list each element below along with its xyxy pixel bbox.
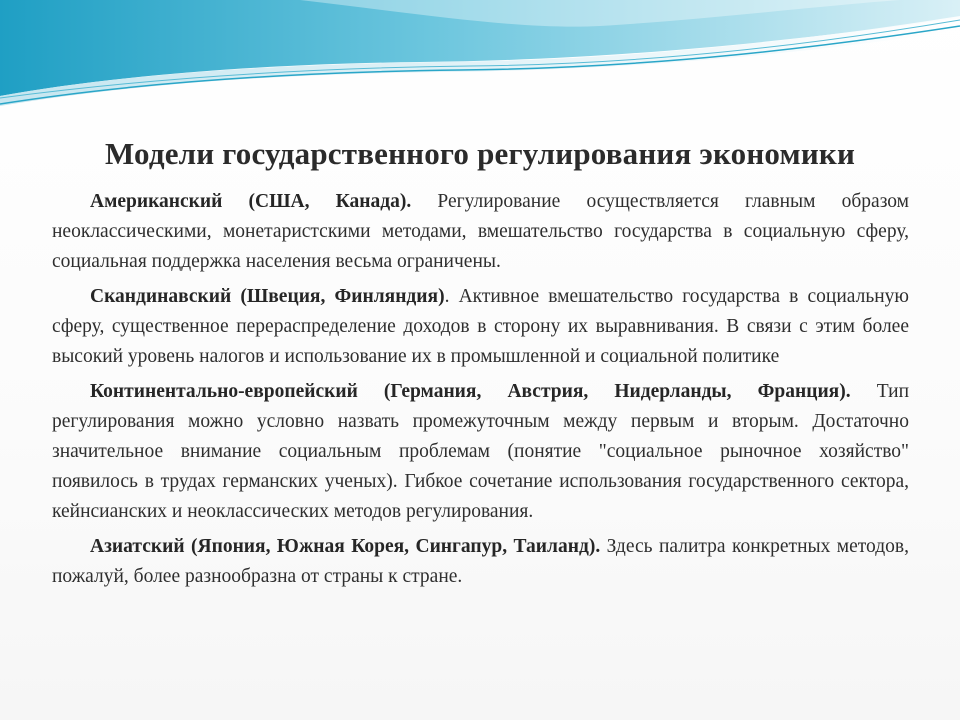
- paragraph-heading: Азиатский (Япония, Южная Корея, Сингапур, Таиланд).: [90, 536, 601, 557]
- paragraph-heading: Континентально-европейский (Германия, Австрия, Нидерланды, Франция).: [90, 381, 851, 402]
- paragraph-asian-model: [52, 532, 909, 592]
- paragraph-text: . Активное вмешательство государства в социальную сферу, существенное перераспределение доходов в сторону их выравнивания. В связи с этим более высокий уровень налогов и использование их в промышленной и социальной политике: [52, 286, 909, 367]
- paragraph-heading: Скандинавский (Швеция, Финляндия): [90, 286, 445, 307]
- paragraph-american-model: [52, 187, 909, 277]
- paragraph-scandinavian-model: [52, 282, 909, 372]
- paragraph-continental-model: [52, 377, 909, 527]
- paragraph-text: Здесь палитра конкретных методов, пожалуй, более разнообразна от страны к стране.: [52, 536, 909, 587]
- paragraph-text: Тип регулирования можно условно назвать промежуточным между первым и вторым. Достаточно значительное внимание социальным проблемам (понятие "социальное рыночное хозяйство" появилось в трудах германских ученых). Гибкое сочетание использования государственного сектора, кейнсианских и неоклассических методов регулирования.: [52, 381, 910, 522]
- paragraph-heading: Американский (США, Канада).: [90, 191, 412, 212]
- paragraph-text: Регулирование осуществляется главным образом неоклассическими, монетаристскими методами, вмешательство государства в социальную сферу, социальная поддержка населения весьма ограничены.: [52, 191, 910, 272]
- wave-banner-decoration: [0, 0, 960, 120]
- slide-body: [52, 187, 909, 597]
- slide-title: Модели государственного регулирования экономики: [104, 136, 856, 171]
